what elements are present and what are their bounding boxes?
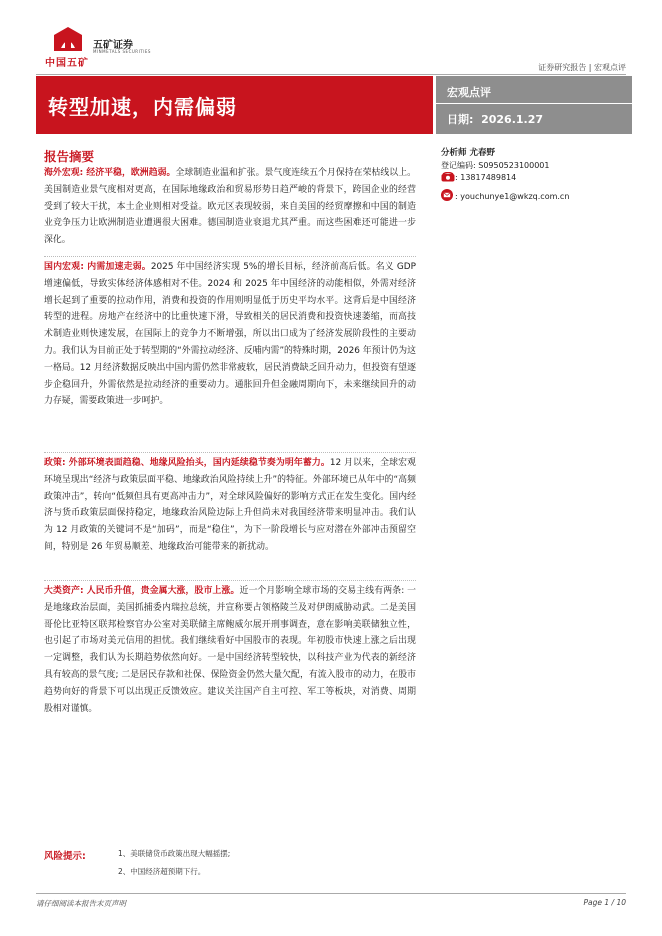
header-divider bbox=[36, 74, 626, 75]
logo-brand-name: 五矿证券 bbox=[93, 40, 133, 51]
footer-divider bbox=[36, 893, 626, 894]
section-divider bbox=[44, 452, 416, 453]
paragraph-lead: 国内宏观: 内需加速走弱。 bbox=[44, 262, 151, 272]
paragraph-lead: 政策: 外部环境表面趋稳、地缘风险抬头，国内延续稳节奏为明年蓄力。 bbox=[44, 458, 330, 468]
paragraph-policy bbox=[44, 455, 416, 556]
phone-icon bbox=[441, 172, 455, 182]
paragraph-body: 2025 年中国经济实现 5%的增长目标，经济前高后低。名义 GDP 增速偏低，导致实体经济体感相对不佳。2024 和 2025 年中国经济的动能相似，外需对经济增长起到了重要的拉动作用，消费和投资的作用则明显低于历史平均水平。这背后是中国经济转型的进程。房地产在经济中的比重快速下滑，导致相关的居民消费和投资快速萎缩，而高技术制造业则快速发展，在国际上的竞争力不断增强，所以出口成为了经济发展阶段性的主要动力。我们认为目前正处于转型期的“外需拉动经济、反哺内需”的特殊时期，2026 年预计仍为这一格局。12 月经济数据反映出中国内需仍然非常疲软，居民消费缺乏回升动力，但投资有望逐步企稳回升，外需依然是拉动经济的重要动力。通胀回升但金融周期向下，未来继续回升的动力存疑，需要政策进一步呵护。 bbox=[44, 262, 416, 407]
breadcrumb: 证券研究报告 | 宏观点评 bbox=[538, 63, 626, 72]
logo-company-name: 中国五矿 bbox=[45, 58, 89, 69]
paragraph-overseas-macro bbox=[44, 165, 416, 249]
email-icon bbox=[441, 189, 453, 201]
section-divider bbox=[44, 256, 416, 257]
minmetals-logo-icon bbox=[53, 26, 83, 52]
footer-disclaimer: 请仔细阅读本报告末页声明 bbox=[36, 899, 126, 908]
section-divider bbox=[44, 580, 416, 581]
page-title: 转型加速，内需偏弱 bbox=[48, 95, 237, 119]
report-info-divider bbox=[436, 103, 632, 104]
analyst-email[interactable]: : youchunye1@wkzq.com.cn bbox=[455, 192, 570, 201]
page-number: Page 1 / 10 bbox=[583, 898, 626, 907]
analyst-name: 分析师 尤春野 bbox=[441, 148, 495, 158]
report-date bbox=[447, 111, 543, 127]
paragraph-body: 全球制造业温和扩张。景气度连续五个月保持在荣枯线以上。美国制造业景气度相对更高，在国际地缘政治和贸易形势日趋严峻的背景下，跨国企业的经营受到了较大干扰，本土企业则相对受益。欧元区表现较弱，来自美国的经贸摩擦和中国的制造业竞争压力让欧洲制造业遭遇很大困难。德国制造业衰退尤其严重。而这些困难还可能进一步深化。 bbox=[44, 168, 417, 246]
paragraph-domestic-macro bbox=[44, 259, 416, 410]
paragraph-lead: 海外宏观: 经济平稳，欧洲趋弱。 bbox=[44, 168, 176, 178]
paragraph-lead: 大类资产: 人民币升值，贵金属大涨，股市上涨。 bbox=[44, 586, 240, 596]
risk-item: 1、美联储货币政策出现大幅摇摆; bbox=[118, 849, 231, 858]
paragraph-body: 近一个月影响全球市场的交易主线有两条: 一是地缘政治层面，美国抓捕委内瑞拉总统，并宣称要占领格陵兰及对伊朗威胁动武。二是美国哥伦比亚特区联邦检察官办公室对美联储主席鲍威尔展开刑事调查，意在影响美联储独立性，也引起了市场对美元信用的担忧。我们继续看好中国股市的表现。年初股市快速上涨之后出现一定调整，我们认为长期趋势依然向好。一是中国经济转型较快，以科技产业为代表的新经济具有较高的景气度; 二是居民存款和社保、保险资金仍然大量欠配，有流入股市的动力，在股市趋势向好的背景下可以出现正反馈效应。建议关注国产自主可控、军工等板块，对消费、周期股相对谨慎。 bbox=[44, 586, 416, 714]
analyst-phone: : 13817489814 bbox=[455, 173, 517, 182]
report-date-label: 日期: bbox=[447, 113, 474, 126]
risk-label: 风险提示: bbox=[44, 851, 86, 862]
risk-item: 2、中国经济超预期下行。 bbox=[118, 867, 206, 876]
paragraph-asset-allocation bbox=[44, 583, 416, 717]
analyst-license: 登记编码: S0950523100001 bbox=[441, 161, 550, 170]
logo-brand-english: MINMETALS SECURITIES bbox=[93, 49, 151, 54]
paragraph-body: 12 月以来，全球宏观环境呈现出“经济与政策层面平稳、地缘政治风险持续上升”的特征。外部环境已从年中的“高频政策冲击”，转向“低频但具有更高冲击力”，对全球风险偏好的影响方式正在发生变化。国内经济与货币政策层面保持稳定，地缘政治风险边际上升但尚未对我国经济带来明显冲击。我们认为 12 月政策的关键词不是“加码”，而是“稳住”，为下一阶段增长与应对潜在外部冲击预留空间，特别是 26 年贸易顺差、地缘政治可能带来的新扰动。 bbox=[44, 458, 416, 552]
abstract-heading: 报告摘要 bbox=[44, 149, 95, 164]
report-type: 宏观点评 bbox=[447, 86, 491, 99]
report-date-value: 2026.1.27 bbox=[481, 113, 544, 126]
